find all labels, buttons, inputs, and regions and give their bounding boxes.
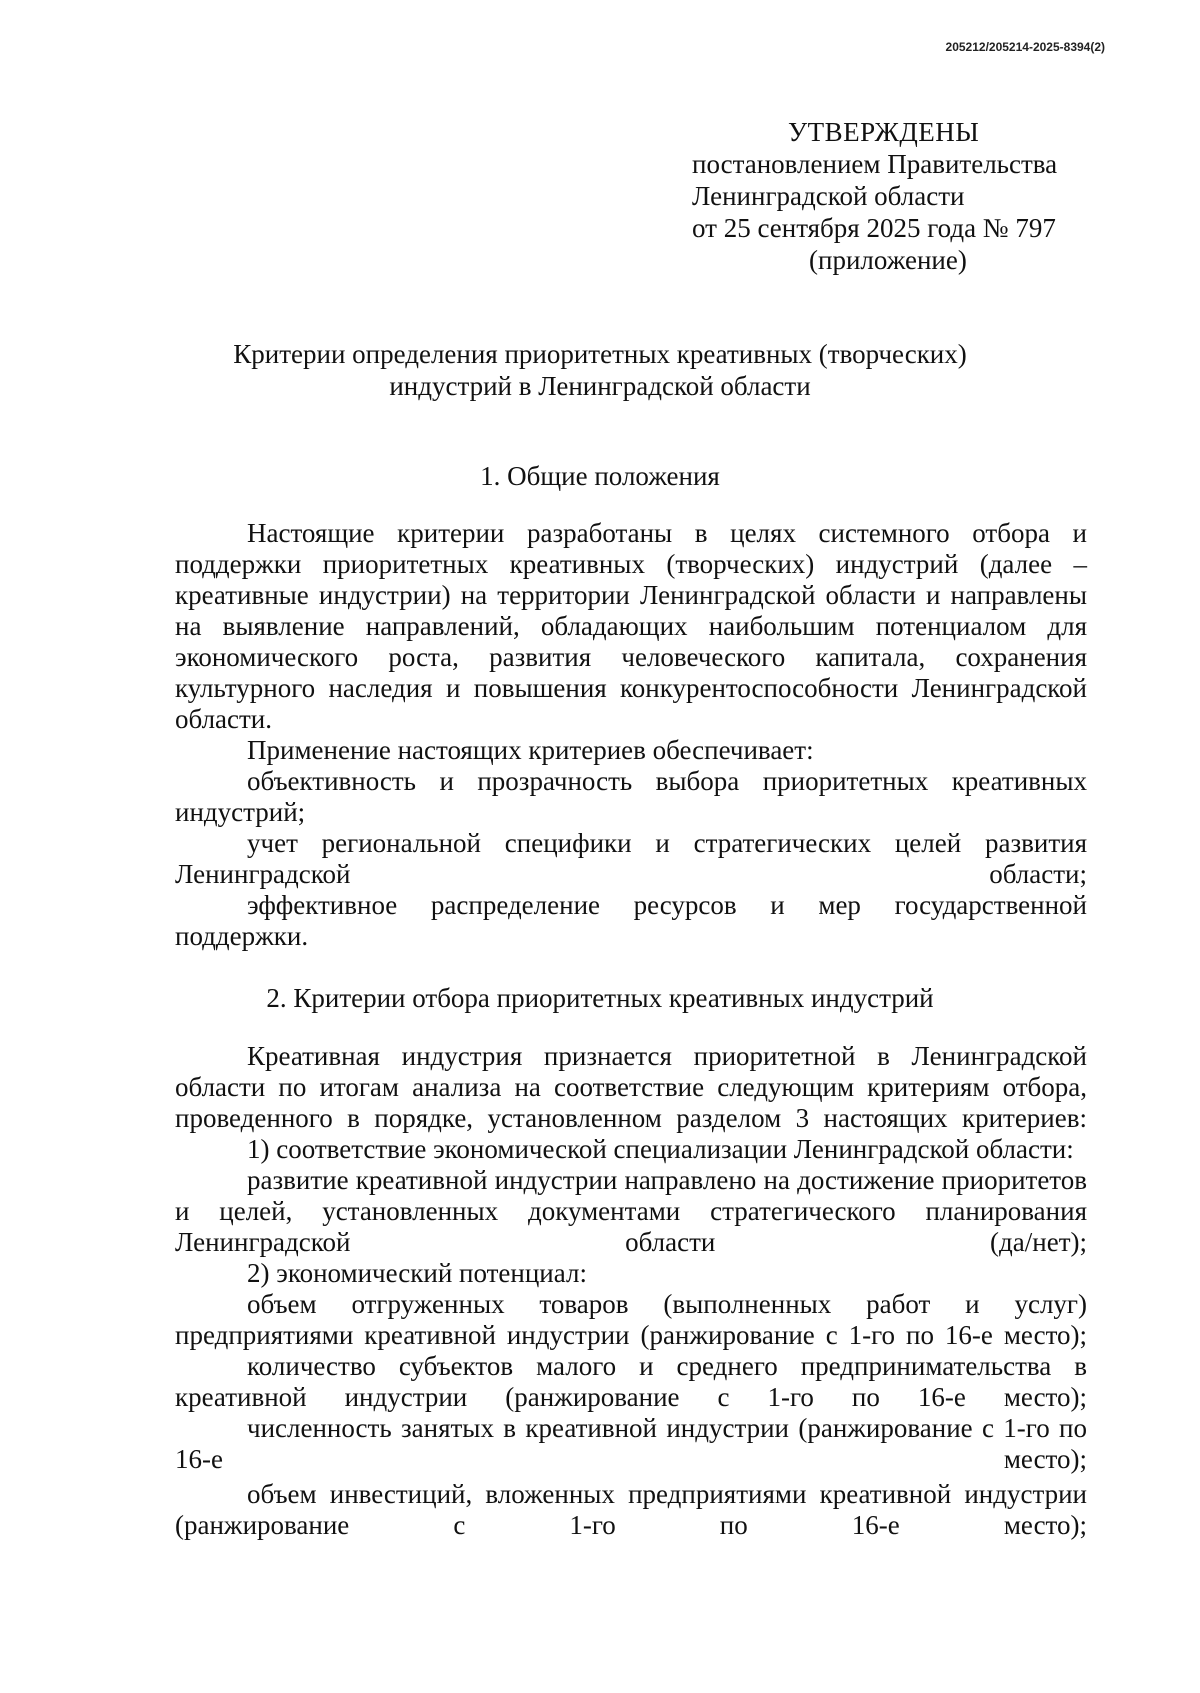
title-line: Критерии определения приоритетных креативных (творческих) xyxy=(233,339,967,369)
paragraph: Применение настоящих критериев обеспечивает: xyxy=(247,735,814,765)
section-1-heading: 1. Общие положения xyxy=(480,461,720,491)
list-item: 1) соответствие экономической специализации Ленинградской области: xyxy=(247,1134,1074,1164)
section-2-heading: 2. Критерии отбора приоритетных креативных индустрий xyxy=(266,983,934,1013)
paragraph: Креативная индустрия признается приоритетной в Ленинградской области по итогам анализа на соответствие следующим критериям отбора, проведенного в порядке, установленном разделом 3 настоящих критериев: xyxy=(175,1041,1087,1133)
document-number: 205212/205214-2025-8394(2) xyxy=(945,40,1105,54)
section-1-body xyxy=(175,518,1087,952)
approval-line: постановлением Правительства xyxy=(692,149,1058,179)
section-2-body xyxy=(175,1041,1087,1541)
list-item: численность занятых в креативной индустрии (ранжирование с 1-го по 16-е место); xyxy=(175,1413,1087,1474)
list-item: количество субъектов малого и среднего предпринимательства в креативной индустрии (ранжирование с 1-го по 16-е место); xyxy=(175,1351,1087,1412)
paragraph: учет региональной специфики и стратегических целей развития Ленинградской области; xyxy=(175,828,1087,889)
document-title xyxy=(150,338,1050,402)
list-item: 2) экономический потенциал: xyxy=(247,1258,587,1288)
paragraph: Настоящие критерии разработаны в целях системного отбора и поддержки приоритетных креативных (творческих) индустрий (далее – креативные индустрии) на территории Ленинградской области и направлены на выявление направлений, обладающих наибольшим потенциалом для экономического роста, развития человеческого капитала, сохранения культурного наследия и повышения конкурентоспособности Ленинградской области. xyxy=(175,518,1087,734)
paragraph: эффективное распределение ресурсов и мер государственной поддержки. xyxy=(175,890,1087,951)
list-item: объем отгруженных товаров (выполненных работ и услуг) предприятиями креативной индустрии (ранжирование с 1-го по 16-е место); xyxy=(175,1289,1087,1350)
paragraph: объективность и прозрачность выбора приоритетных креативных индустрий; xyxy=(175,766,1087,827)
approval-note: (приложение) xyxy=(809,245,967,275)
approval-stamp xyxy=(692,116,1057,276)
list-item: объем инвестиций, вложенных предприятиями креативной индустрии (ранжирование с 1-го по 16-е место); xyxy=(175,1479,1087,1540)
approval-date: от 25 сентября 2025 года № 797 xyxy=(692,213,1056,243)
approval-heading: УТВЕРЖДЕНЫ xyxy=(788,117,980,147)
title-line: индустрий в Ленинградской области xyxy=(389,371,811,401)
approval-line: Ленинградской области xyxy=(692,181,965,211)
list-item: развитие креативной индустрии направлено на достижение приоритетов и целей, установленных документами стратегического планирования Ленинградской области (да/нет); xyxy=(175,1165,1087,1257)
